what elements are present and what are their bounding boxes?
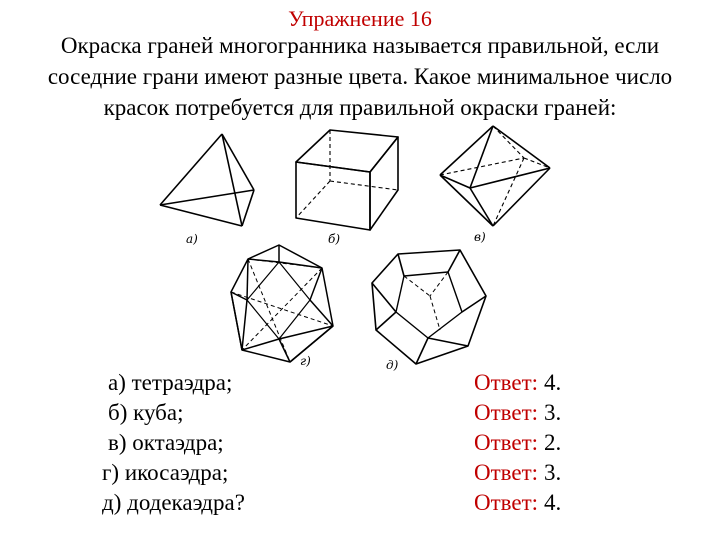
list-item: д) додекаэдра? <box>102 490 245 515</box>
answer-value: 4. <box>544 490 562 515</box>
answer-row <box>474 368 674 398</box>
answer-value: 4. <box>544 370 562 395</box>
tetrahedron-figure <box>160 134 254 226</box>
slide-title: Упражнение 16 <box>288 6 432 31</box>
cube-figure <box>296 130 398 230</box>
answer-value: 3. <box>544 400 562 425</box>
answer-label: Ответ: <box>474 370 539 395</box>
answer-row <box>474 458 674 488</box>
answer-label: Ответ: <box>474 460 539 485</box>
question-text: Окраска граней многогранника называется правильной, если соседние грани имеют разные цвета. Какое минимальное число красок потребуется для правильной окраски граней: <box>47 33 673 120</box>
answer-row <box>474 398 674 428</box>
list-item: б) куба; <box>108 400 184 425</box>
figure-label-d: д) <box>386 358 399 372</box>
figure-label-a: а) <box>186 232 198 246</box>
answer-value: 3. <box>544 460 562 485</box>
octahedron-figure <box>440 126 550 226</box>
answer-label: Ответ: <box>474 400 539 425</box>
icosahedron-figure <box>231 245 333 362</box>
list-item: в) октаэдра; <box>108 430 224 455</box>
figure-label-b: б) <box>328 232 341 246</box>
figure-label-g: г) <box>300 354 311 368</box>
answer-label: Ответ: <box>474 490 539 515</box>
question-list <box>96 368 356 518</box>
answer-row <box>474 428 674 458</box>
answer-label: Ответ: <box>474 430 539 455</box>
answer-row <box>474 488 674 518</box>
list-item: а) тетраэдра; <box>108 370 233 395</box>
answer-list <box>474 368 674 518</box>
list-item: г) икосаэдра; <box>102 460 229 485</box>
dodecahedron-figure <box>372 250 486 364</box>
answer-value: 2. <box>544 430 562 455</box>
figure-label-v: в) <box>474 230 486 244</box>
